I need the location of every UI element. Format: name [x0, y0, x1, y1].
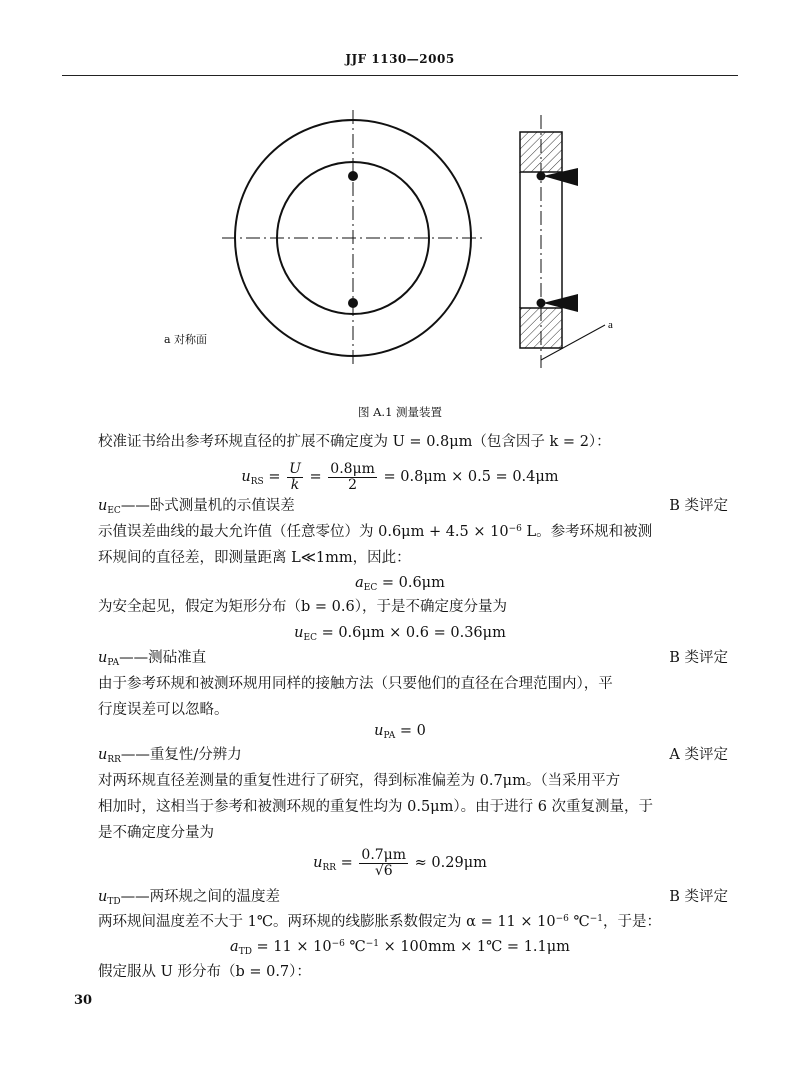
paragraph: 对两环规直径差测量的重复性进行了研究，得到标准偏差为 0.7μm。（当采用平方 — [98, 773, 621, 789]
page-number: 30 — [74, 993, 93, 1008]
item-uec-type: B 类评定 — [669, 498, 728, 514]
paragraph: 假定服从 U 形分布（b = 0.7）： — [98, 964, 311, 980]
item-upa: $u_{PA}——$测砧准直 — [98, 650, 207, 668]
paragraph: 由于参考环规和被测环规用同样的接触方法（只要他们的直径在合理范围内），平 — [98, 676, 613, 692]
item-uec: $u_{EC}——$卧式测量机的示值误差 — [98, 498, 295, 516]
page-header: JJF 1130—2005 — [345, 52, 455, 66]
equation-aec: $a_{EC} = 0.6\mu m$ — [355, 575, 445, 593]
paragraph: 行度误差可以忽略。 — [98, 702, 229, 718]
paragraph: 校准证书给出参考环规直径的扩展不确定度为 U = 0.8μm（包含因子 k = 2）： — [98, 434, 611, 450]
item-utd: $u_{TD}——$两环规之间的温度差 — [98, 889, 281, 907]
item-urr-type: A 类评定 — [669, 747, 728, 763]
item-urr: $u_{RR}——$重复性/分辨力 — [98, 747, 242, 765]
paragraph: 环规间的直径差，即测量距离 L≪1mm，因此： — [98, 550, 411, 566]
equation-urr: $u_{RR}$ = $\frac{0.7\mu m}{√6}$ ≈ 0.29μm — [313, 847, 487, 879]
item-upa-type: B 类评定 — [669, 650, 728, 666]
ring-front-view — [222, 110, 486, 368]
measurement-setup-figure — [160, 110, 620, 380]
paragraph: 是不确定度分量为 — [98, 825, 214, 841]
equation-uec: $u_{EC} = 0.6\mu m \times 0.6 = 0.36\mu m$ — [294, 625, 506, 643]
equation-upa: $u_{PA} = 0$ — [374, 723, 426, 741]
paragraph: 两环规间温度差不大于 1℃。两环规的线膨胀系数假定为 $\alpha = 11 \times 10^{-6}$ ℃$^{-1}$，于是： — [98, 914, 661, 930]
item-utd-type: B 类评定 — [669, 889, 728, 905]
paragraph: 相加时，这相当于参考和被测环规的重复性均为 0.5μm）。由于进行 6 次重复测量，于 — [98, 799, 654, 815]
paragraph: 示值误差曲线的最大允许值（任意零位）为 $0.6\mu m + 4.5 \times 10^{-6}$ L。参考环规和被测 — [98, 524, 653, 540]
equation-atd: $a_{TD} = 11 \times 10^{-6}$ ℃$^{-1}$ × 100mm × 1℃ = 1.1μm — [230, 939, 570, 957]
equation-urs: $u_{RS}$ = $\frac{U}{k}$ = $\frac{0.8\mu m}{2}$ = 0.8μm × 0.5 = 0.4μm — [241, 461, 559, 493]
label-a: a — [608, 319, 613, 331]
ring-section-view — [520, 115, 605, 368]
figure-caption: 图 A.1 测量装置 — [357, 405, 443, 419]
paragraph: 为安全起见，假定为矩形分布（b = 0.6），于是不确定度分量为 — [98, 599, 507, 615]
header-rule — [62, 75, 738, 76]
figure-legend: a 对称面 — [164, 333, 208, 346]
